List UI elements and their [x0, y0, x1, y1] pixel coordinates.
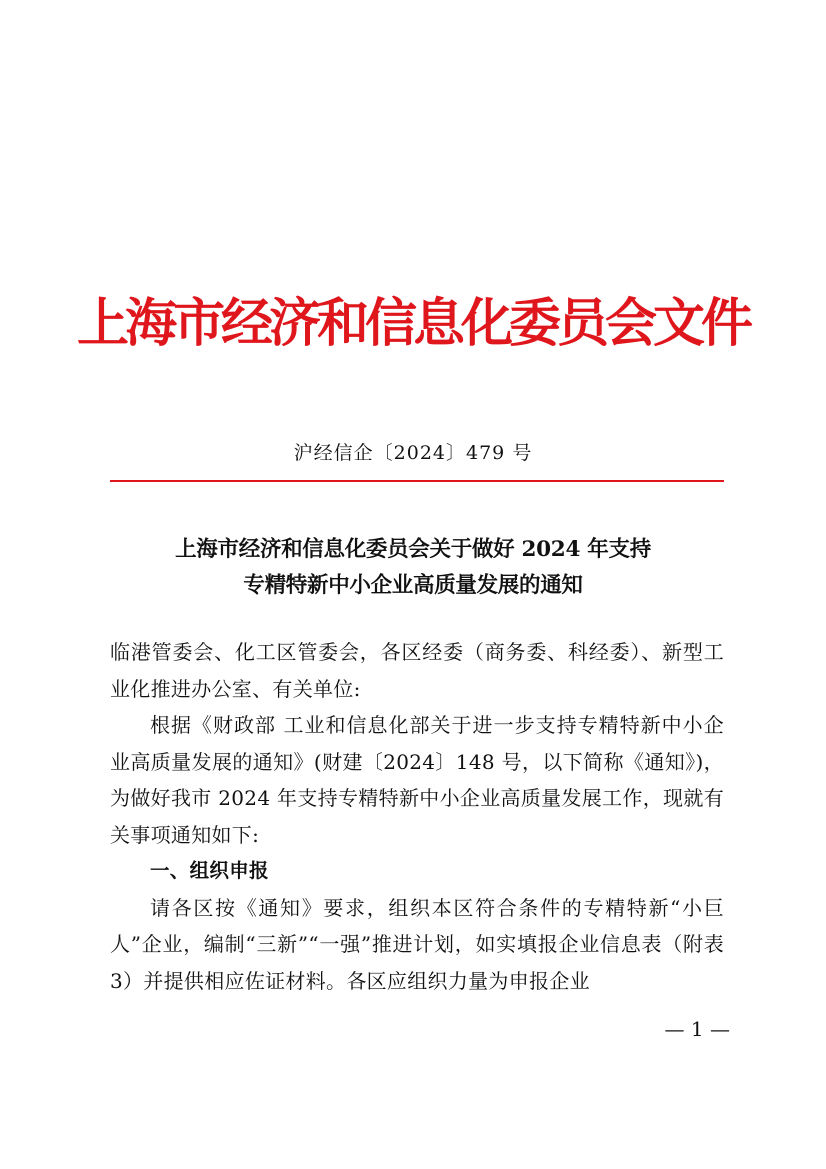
intro-paragraph: 根据《财政部 工业和信息化部关于进一步支持专精特新中小企业高质量发展的通知》(财建〔2024〕148 号，以下简称《通知》)，为做好我市 2024 年支持专精特新中小企业高质量发展工作，现就有关事项通知如下:: [110, 713, 724, 847]
section-heading: 一、组织申报: [150, 859, 269, 882]
page-number: — 1 —: [664, 1017, 730, 1041]
document-masthead: 上海市经济和信息化委员会文件: [76, 293, 749, 354]
document-title: [0, 532, 826, 604]
title-line-1: 上海市经济和信息化委员会关于做好 2024 年支持: [175, 537, 651, 562]
red-divider-line: [110, 480, 724, 482]
addressee-paragraph: 临港管委会、化工区管委会，各区经委（商务委、科经委）、新型工业化推进办公室、有关单位:: [110, 640, 724, 701]
document-body: [110, 634, 724, 999]
section-paragraph: 请各区按《通知》要求，组织本区符合条件的专精特新“小巨人”企业，编制“三新”“一强”推进计划，如实填报企业信息表（附表 3）并提供相应佐证材料。各区应组织力量为申报企业: [110, 895, 724, 993]
document-number: 沪经信企〔2024〕479 号: [293, 442, 533, 464]
title-line-2: 专精特新中小企业高质量发展的通知: [243, 573, 583, 598]
